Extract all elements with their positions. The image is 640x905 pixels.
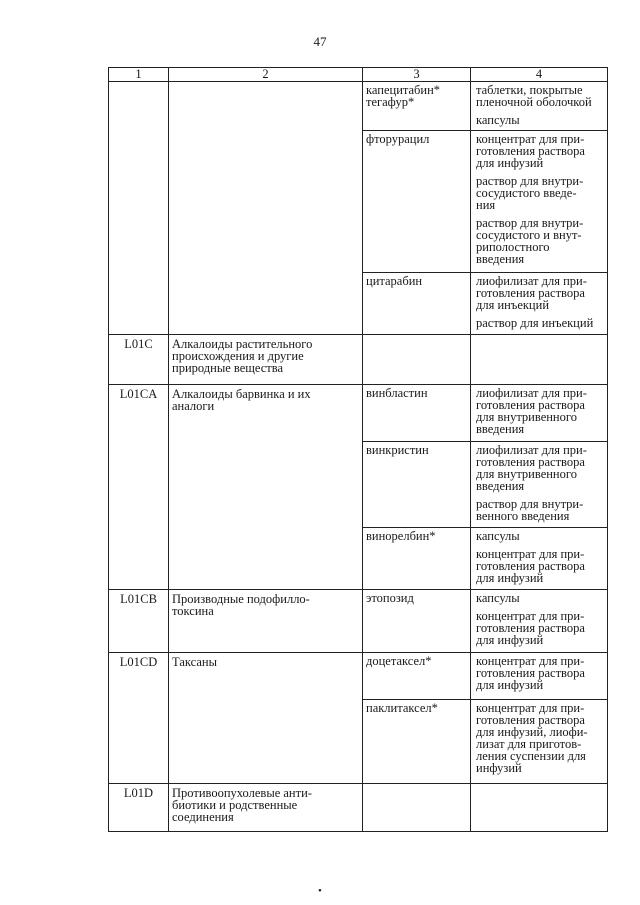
dosage-form-line: для инфузий: [476, 571, 544, 585]
dosage-form: [474, 317, 604, 329]
group-name-line: Алкалоиды барвинка и их: [172, 387, 311, 401]
dosage-form-line: раствор для внутри-: [476, 497, 584, 511]
drug-entry: [363, 82, 470, 130]
dosage-form-group: [471, 130, 607, 272]
dosage-form: [474, 610, 604, 646]
dosage-form-line: капсулы: [476, 113, 520, 127]
dosage-form: [474, 655, 604, 691]
dosage-form-line: лиофилизат для при-: [476, 443, 587, 457]
dosage-form: [474, 84, 604, 108]
empty-cell: [363, 335, 470, 347]
dosage-form-line: введения: [476, 252, 525, 266]
dosage-form-group: [471, 699, 607, 783]
dosage-form-line: ления суспензии для: [476, 749, 586, 763]
dosage-form-line: венного введения: [476, 509, 570, 523]
dosage-form-line: для инфузий, лиофи-: [476, 725, 588, 739]
dosage-form-line: капсулы: [476, 529, 520, 543]
table-body: [109, 82, 608, 832]
dosage-form: [474, 702, 604, 774]
drug-entry: [363, 527, 470, 589]
dosage-form-line: капсулы: [476, 591, 520, 605]
dosage-form-line: готовления раствора: [476, 559, 585, 573]
dosage-form-group: [471, 527, 607, 589]
column-header: 4: [471, 68, 608, 82]
drug-name: винбластин: [366, 386, 428, 400]
dosage-form-cell: [471, 385, 608, 590]
atc-code-cell: L01CD: [109, 653, 169, 784]
table-row: [109, 653, 608, 784]
group-name-cell: [169, 653, 363, 784]
dosage-form-cell: [471, 653, 608, 784]
drug-name-cell: [363, 335, 471, 385]
column-header: 3: [363, 68, 471, 82]
dosage-form-line: раствор для инъекций: [476, 316, 594, 330]
drug-name: доцетаксел*: [366, 654, 432, 668]
dosage-form-line: введения: [476, 422, 525, 436]
dosage-form-cell: [471, 784, 608, 832]
dosage-form: [474, 530, 604, 542]
dosage-form: [474, 592, 604, 604]
group-name-line: Алкалоиды растительного: [172, 337, 313, 351]
dosage-form-line: готовления раствора: [476, 621, 585, 635]
dosage-form-line: готовления раствора: [476, 455, 585, 469]
atc-code-cell: L01D: [109, 784, 169, 832]
dosage-form-line: концентрат для при-: [476, 701, 585, 715]
drug-entry: [363, 272, 470, 334]
drug-name: винорелбин*: [366, 529, 436, 543]
drug-name-cell: [363, 784, 471, 832]
atc-code-cell: L01C: [109, 335, 169, 385]
dosage-form: [474, 275, 604, 311]
dosage-form: [474, 498, 604, 522]
dosage-form-line: сосудистого введе-: [476, 186, 577, 200]
dosage-form-cell: [471, 590, 608, 653]
dosage-form-group: [471, 653, 607, 699]
dosage-form: [474, 175, 604, 211]
drug-entry: [363, 130, 470, 272]
table-row: [109, 335, 608, 385]
dosage-form-line: инфузий: [476, 761, 522, 775]
drug-name-cell: [363, 82, 471, 335]
dosage-form-line: концентрат для при-: [476, 609, 585, 623]
dosage-form: [474, 444, 604, 492]
group-name-line: происхождения и другие: [172, 349, 304, 363]
drug-name-cell: [363, 385, 471, 590]
dosage-form-group: [471, 82, 607, 130]
column-header: 1: [109, 68, 169, 82]
dosage-form-line: лиофилизат для при-: [476, 386, 587, 400]
drug-name: этопозид: [366, 591, 414, 605]
drug-name-cell: [363, 590, 471, 653]
drug-name: паклитаксел*: [366, 701, 438, 715]
table-row: [109, 784, 608, 832]
empty-cell: [471, 784, 607, 796]
group-name-line: Таксаны: [172, 655, 217, 669]
dosage-form-line: готовления раствора: [476, 286, 585, 300]
dosage-form-line: для инъекций: [476, 298, 550, 312]
atc-code-cell: L01CA: [109, 385, 169, 590]
header-row: [109, 68, 608, 82]
drug-table: [108, 67, 608, 832]
group-name-line: природные вещества: [172, 361, 284, 375]
dosage-form: [474, 387, 604, 435]
drug-name-cell: [363, 653, 471, 784]
dosage-form-line: лизат для приготов-: [476, 737, 582, 751]
atc-code-cell: L01CB: [109, 590, 169, 653]
empty-cell: [363, 784, 470, 796]
dosage-form-group: [471, 441, 607, 527]
group-name-line: аналоги: [172, 399, 215, 413]
dosage-form-line: ния: [476, 198, 496, 212]
dosage-form: [474, 217, 604, 265]
dosage-form-line: для внутривенного: [476, 410, 577, 424]
dosage-form-group: [471, 385, 607, 441]
drug-name: капецитабин*: [366, 83, 441, 97]
drug-name: фторурацил: [366, 132, 430, 146]
dosage-form-line: введения: [476, 479, 525, 493]
dosage-form-line: риполостного: [476, 240, 550, 254]
dosage-form: [474, 114, 604, 126]
dosage-form-line: раствор для внутри-: [476, 174, 584, 188]
drug-entry: [363, 385, 470, 441]
dosage-form-group: [471, 590, 607, 652]
drug-entry: [363, 653, 470, 699]
group-name-line: токсина: [172, 604, 214, 618]
dosage-form-cell: [471, 82, 608, 335]
dosage-form-line: пленочной оболочкой: [476, 95, 592, 109]
drug-entry: [363, 699, 470, 783]
group-name-line: соединения: [172, 810, 234, 824]
empty-cell: [471, 335, 607, 347]
group-name-cell: [169, 784, 363, 832]
group-name-line: Противоопухолевые анти-: [172, 786, 312, 800]
dosage-form-line: для инфузий: [476, 633, 544, 647]
group-name-cell: [169, 335, 363, 385]
drug-name: тегафур*: [366, 95, 415, 109]
dosage-form-line: таблетки, покрытые: [476, 83, 583, 97]
dosage-form-line: раствор для внутри-: [476, 216, 584, 230]
dosage-form: [474, 133, 604, 169]
group-name-cell: [169, 590, 363, 653]
group-name-cell: [169, 82, 363, 335]
dosage-form-line: лиофилизат для при-: [476, 274, 587, 288]
dosage-form-line: для инфузий: [476, 156, 544, 170]
dosage-form-line: готовления раствора: [476, 666, 585, 680]
drug-name: цитарабин: [366, 274, 423, 288]
dosage-form: [474, 548, 604, 584]
drug-entry: [363, 441, 470, 527]
group-name-line: Производные подофилло-: [172, 592, 310, 606]
atc-code-cell: [109, 82, 169, 335]
drug-name: винкристин: [366, 443, 429, 457]
dosage-form-line: готовления раствора: [476, 144, 585, 158]
dosage-form-line: готовления раствора: [476, 713, 585, 727]
table-row: [109, 590, 608, 653]
page-mark: •: [318, 885, 322, 897]
dosage-form-group: [471, 272, 607, 334]
table-row: [109, 82, 608, 335]
dosage-form-line: концентрат для при-: [476, 654, 585, 668]
dosage-form-cell: [471, 335, 608, 385]
page-number: 47: [313, 34, 327, 49]
drug-entry: [363, 590, 470, 652]
dosage-form-line: готовления раствора: [476, 398, 585, 412]
dosage-form-line: для внутривенного: [476, 467, 577, 481]
column-header: 2: [169, 68, 363, 82]
dosage-form-line: концентрат для при-: [476, 132, 585, 146]
dosage-form-line: концентрат для при-: [476, 547, 585, 561]
dosage-form-line: сосудистого и внут-: [476, 228, 582, 242]
group-name-line: биотики и родственные: [172, 798, 298, 812]
dosage-form-line: для инфузий: [476, 678, 544, 692]
table-row: [109, 385, 608, 590]
group-name-cell: [169, 385, 363, 590]
